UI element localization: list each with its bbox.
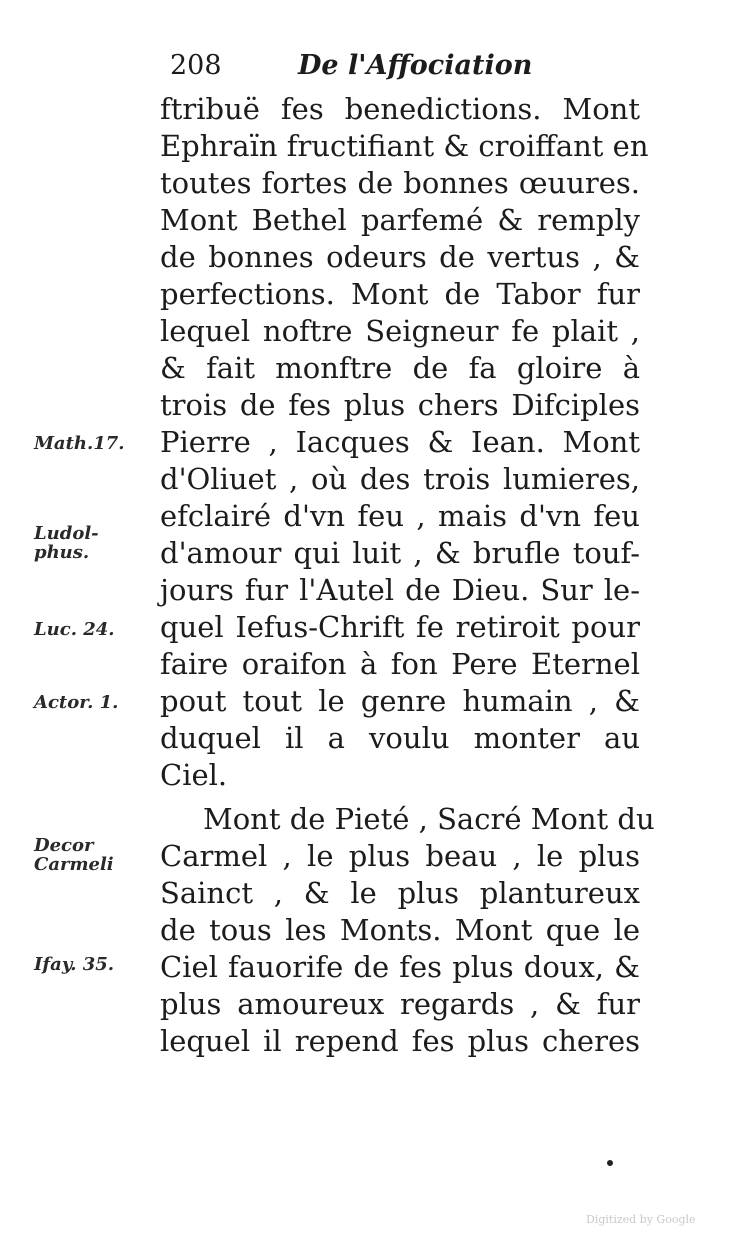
digitization-watermark: Digitized by Google: [586, 1213, 696, 1226]
text-line: d'amour qui luit , & brufle touf-: [160, 536, 640, 570]
text-line: Ciel.: [160, 758, 228, 792]
margin-note: Math.17.: [34, 433, 125, 454]
text-line: & fait monftre de fa gloire à: [160, 351, 640, 385]
text-line: Pierre , Iacques & Iean. Mont: [160, 425, 640, 459]
page-number: 208: [170, 50, 222, 81]
text-line: efclairé d'vn feu , mais d'vn feu: [160, 499, 640, 533]
text-line: Mont Bethel parfemé & remply: [160, 203, 640, 237]
margin-note: Decor Carmeli: [34, 835, 114, 875]
text-line: lequel noftre Seigneur fe plait ,: [160, 314, 640, 348]
text-line: Ephraïn fructifiant & croiffant en: [160, 129, 649, 163]
running-title: De l'Affociation: [298, 50, 533, 81]
text-line: ftribuë fes benedictions. Mont: [160, 92, 640, 126]
ink-speck: [607, 1160, 613, 1166]
text-line: faire oraifon à fon Pere Eternel: [160, 647, 640, 681]
text-line: trois de fes plus chers Difciples: [160, 388, 640, 422]
text-line: lequel il repend fes plus cheres: [160, 1024, 640, 1058]
text-line: plus amoureux regards , & fur: [160, 987, 640, 1021]
text-line: quel Iefus-Chrift fe retiroit pour: [160, 610, 640, 644]
text-line: toutes fortes de bonnes œuures.: [160, 166, 640, 200]
text-line: perfections. Mont de Tabor fur: [160, 277, 640, 311]
margin-note: Ifay. 35.: [34, 954, 115, 975]
text-line: d'Oliuet , où des trois lumieres,: [160, 462, 640, 496]
text-line: Carmel , le plus beau , le plus: [160, 839, 640, 873]
text-line: de tous les Monts. Mont que le: [160, 913, 640, 947]
text-line: Sainct , & le plus plantureux: [160, 876, 640, 910]
text-line: Mont de Pieté , Sacré Mont du: [203, 802, 655, 836]
margin-note: Luc. 24.: [34, 619, 115, 640]
text-line: duquel il a voulu monter au: [160, 721, 640, 755]
text-line: Ciel fauorife de fes plus doux, &: [160, 950, 640, 984]
margin-note: Ludol- phus.: [34, 523, 99, 563]
text-line: jours fur l'Autel de Dieu. Sur le-: [160, 573, 640, 607]
text-line: de bonnes odeurs de vertus , &: [160, 240, 640, 274]
margin-note: Actor. 1.: [34, 692, 119, 713]
text-line: pout tout le genre humain , &: [160, 684, 640, 718]
